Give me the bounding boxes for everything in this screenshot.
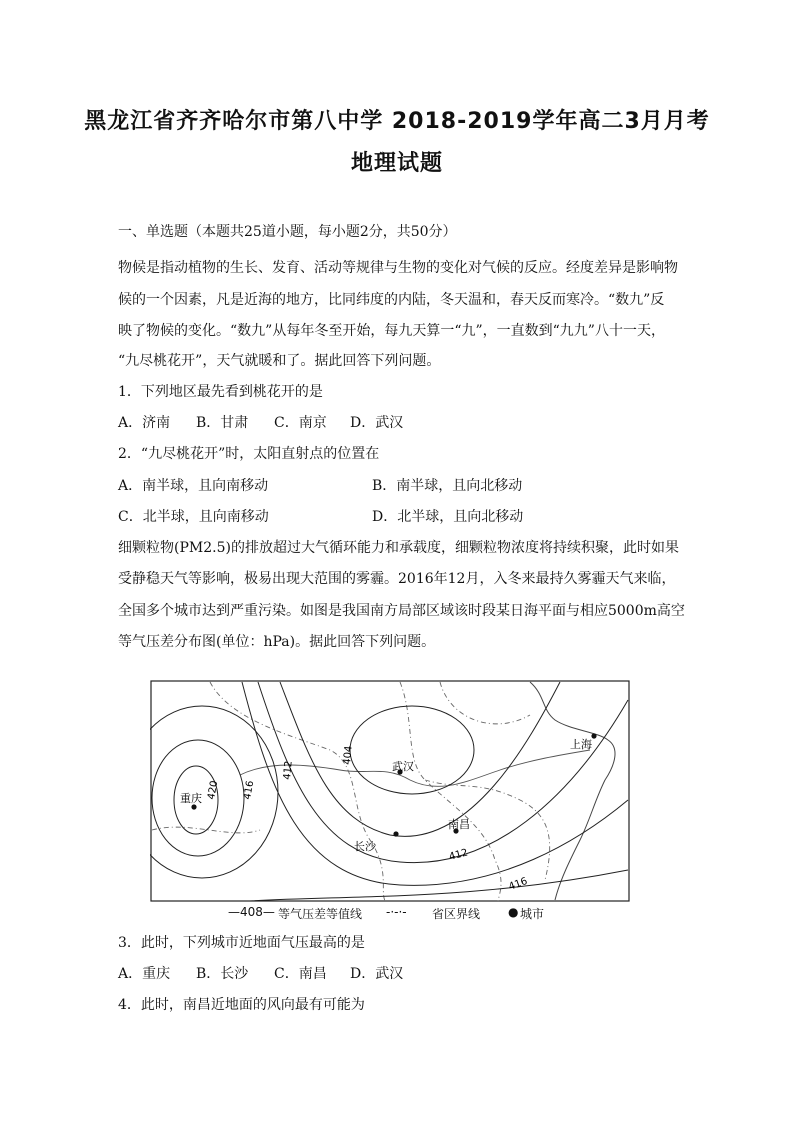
contour-label-412-left: 412: [282, 760, 295, 781]
legend-city-label: 城市: [520, 907, 545, 921]
passage2-line-3: 全国多个城市达到严重污染。如图是我国南方局部区域该时段某日海平面与相应5000m高空: [118, 603, 685, 619]
document-title: 黑龙江省齐齐哈尔市第八中学 2018-2019学年高二3月月考: [84, 109, 710, 134]
question-1-stem: 1．下列地区最先看到桃花开的是: [118, 384, 323, 400]
contour-label-404: 404: [342, 745, 355, 766]
question-1-option-c: C．南京: [274, 415, 327, 431]
isobar-map: [150, 680, 630, 902]
city-label-shanghai: 上海: [570, 738, 592, 751]
legend-isoline-label: 等气压差等值线: [278, 907, 363, 921]
contour-label-412-right: 412: [447, 847, 470, 863]
question-3-option-a: A．重庆: [118, 966, 171, 982]
passage2-line-4: 等气压差分布图(单位：hPa)。据此回答下列问题。: [118, 634, 436, 650]
question-1-option-b: B．甘肃: [196, 415, 249, 431]
question-1-option-a: A．济南: [118, 415, 171, 431]
passage2-line-2: 受静稳天气等影响，极易出现大范围的雾霾。2016年12月，入冬来最持久雾霾天气来临，: [118, 571, 676, 587]
question-3-option-c: C．南昌: [274, 966, 327, 982]
legend-city-marker: ●: [508, 905, 519, 919]
contour-label-420: 420: [206, 779, 221, 801]
contour-label-416-left: 416: [242, 779, 257, 801]
question-2-option-d: D．北半球，且向北移动: [372, 509, 524, 525]
passage2-line-1: 细颗粒物(PM2.5)的排放超过大气循环能力和承载度，细颗粒物浓度将持续积聚，此时如果: [118, 540, 679, 556]
question-2-option-a: A．南半球，且向南移动: [118, 478, 269, 494]
contour-label-416-right: 416: [507, 875, 529, 893]
question-4-stem: 4．此时，南昌近地面的风向最有可能为: [118, 997, 365, 1013]
legend-boundary-sample: -·-·-: [386, 905, 407, 919]
question-3-option-d: D．武汉: [350, 966, 404, 982]
question-3-option-b: B．长沙: [196, 966, 249, 982]
passage1-line-1: 物候是指动植物的生长、发育、活动等规律与生物的变化对气候的反应。经度差异是影响物: [118, 260, 678, 276]
passage1-line-3: 映了物候的变化。“数九”从每年冬至开始，每九天算一“九”，一直数到“九九”八十一天，: [118, 323, 665, 339]
city-label-changsha: 长沙: [354, 840, 376, 853]
question-1-option-d: D．武汉: [350, 415, 404, 431]
city-label-nanchang: 南昌: [448, 818, 470, 831]
question-2-stem: 2．“九尽桃花开”时，太阳直射点的位置在: [118, 446, 380, 462]
legend-boundary-label: 省区界线: [432, 907, 481, 921]
city-label-wuhan: 武汉: [392, 760, 414, 773]
legend-isoline-sample: —408—: [228, 905, 275, 919]
question-2-option-b: B．南半球，且向北移动: [372, 478, 523, 494]
city-label-chongqing: 重庆: [180, 792, 202, 805]
question-2-option-c: C．北半球，且向南移动: [118, 509, 269, 525]
passage1-line-4: “九尽桃花开”，天气就暖和了。据此回答下列问题。: [118, 353, 441, 369]
document-subtitle: 地理试题: [350, 151, 443, 176]
question-3-stem: 3．此时，下列城市近地面气压最高的是: [118, 935, 365, 951]
section-heading: 一、单选题（本题共25道小题，每小题2分，共50分）: [118, 224, 457, 240]
passage1-line-2: 候的一个因素，凡是近海的地方，比同纬度的内陆，冬天温和，春天反而寒冷。“数九”反: [118, 292, 665, 308]
